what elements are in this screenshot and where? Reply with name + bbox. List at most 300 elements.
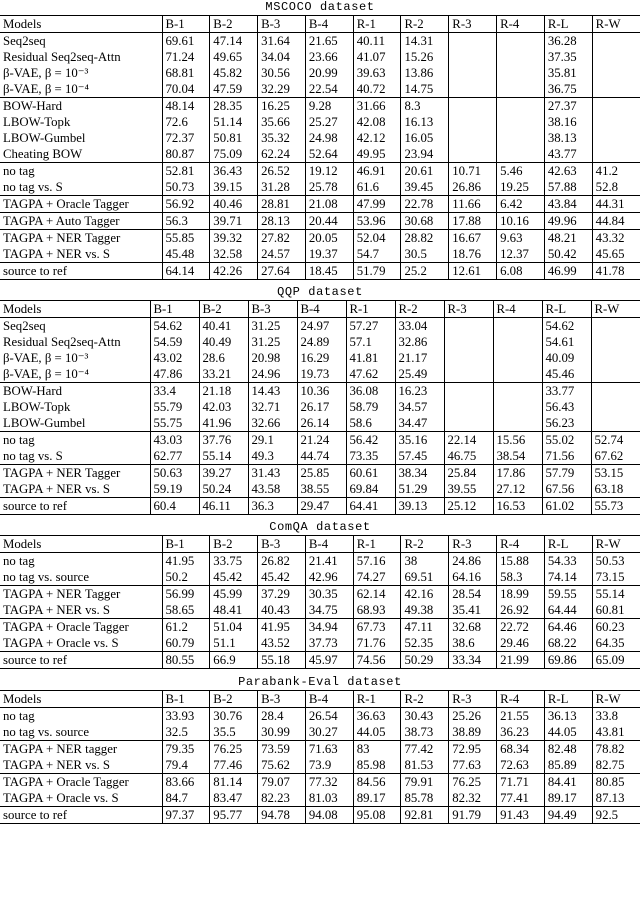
table-row	[0, 263, 640, 280]
column-header: R-2	[401, 536, 449, 553]
metric-value: 74.27	[353, 569, 401, 586]
metric-value: 79.4	[162, 757, 210, 774]
table-row	[0, 246, 640, 263]
model-name: TAGPA + Auto Tagger	[0, 213, 162, 230]
metric-value: 28.35	[210, 98, 258, 115]
column-header: B-3	[258, 536, 306, 553]
metric-value	[449, 114, 497, 130]
metric-value	[592, 81, 640, 98]
metric-value: 21.24	[297, 432, 346, 449]
metric-value: 81.53	[401, 757, 449, 774]
metric-value: 36.08	[346, 383, 395, 400]
metric-value: 81.14	[210, 774, 258, 791]
metric-value: 74.14	[544, 569, 592, 586]
metric-value	[444, 415, 493, 432]
metric-value: 42.12	[353, 130, 401, 146]
metric-value: 26.92	[497, 602, 545, 619]
metric-value: 41.81	[346, 350, 395, 366]
metric-value: 41.2	[592, 163, 640, 180]
metric-value: 35.41	[449, 602, 497, 619]
metric-value: 32.68	[449, 619, 497, 636]
metric-value	[497, 81, 545, 98]
metric-value: 47.11	[401, 619, 449, 636]
model-name: TAGPA + NER Tagger	[0, 465, 150, 482]
metric-value	[493, 334, 542, 350]
table-row	[0, 130, 640, 146]
metric-value: 44.05	[353, 724, 401, 741]
metric-value: 58.6	[346, 415, 395, 432]
column-header: R-1	[353, 536, 401, 553]
column-header: R-2	[395, 301, 444, 318]
model-name: source to ref	[0, 652, 162, 669]
column-header: R-L	[542, 301, 591, 318]
metric-value: 24.89	[297, 334, 346, 350]
metric-value: 52.04	[353, 230, 401, 247]
metric-value: 40.49	[199, 334, 248, 350]
metric-value: 19.37	[305, 246, 353, 263]
header-row	[0, 536, 640, 553]
metric-value: 31.25	[248, 318, 297, 335]
column-header: B-1	[162, 691, 210, 708]
metric-value: 45.46	[542, 366, 591, 383]
metric-value: 14.43	[248, 383, 297, 400]
metric-value	[449, 81, 497, 98]
column-header: B-3	[258, 16, 306, 33]
model-name: no tag vs. S	[0, 179, 162, 196]
metric-value: 55.79	[150, 399, 199, 415]
metric-value	[592, 146, 640, 163]
column-header: B-2	[210, 536, 258, 553]
metric-value: 27.37	[544, 98, 592, 115]
table-row	[0, 33, 640, 50]
metric-value: 84.56	[353, 774, 401, 791]
metric-value: 25.84	[444, 465, 493, 482]
metric-value: 59.19	[150, 481, 199, 498]
metric-value: 62.24	[258, 146, 306, 163]
model-name: LBOW-Gumbel	[0, 415, 150, 432]
metric-value: 34.75	[305, 602, 353, 619]
metric-value: 49.65	[210, 49, 258, 65]
table-row	[0, 619, 640, 636]
metric-value: 38.16	[544, 114, 592, 130]
comqa-dataset-table	[0, 535, 640, 669]
table-row	[0, 635, 640, 652]
model-name: BOW-Hard	[0, 383, 150, 400]
metric-value: 16.29	[297, 350, 346, 366]
table-row	[0, 757, 640, 774]
metric-value: 42.96	[305, 569, 353, 586]
metric-value: 72.37	[162, 130, 210, 146]
metric-value: 64.16	[449, 569, 497, 586]
metric-value: 85.98	[353, 757, 401, 774]
metric-value: 10.36	[297, 383, 346, 400]
metric-value: 28.81	[258, 196, 306, 213]
metric-value: 27.82	[258, 230, 306, 247]
metric-value: 45.42	[210, 569, 258, 586]
metric-value: 56.23	[542, 415, 591, 432]
metric-value: 40.46	[210, 196, 258, 213]
column-header: R-4	[497, 16, 545, 33]
metric-value: 36.28	[544, 33, 592, 50]
metric-value: 46.11	[199, 498, 248, 515]
metric-value: 71.71	[497, 774, 545, 791]
metric-value: 35.16	[395, 432, 444, 449]
metric-value: 79.07	[258, 774, 306, 791]
metric-value: 70.04	[162, 81, 210, 98]
column-header: B-2	[210, 16, 258, 33]
metric-value: 87.13	[592, 790, 640, 807]
model-name: BOW-Hard	[0, 98, 162, 115]
metric-value: 52.64	[305, 146, 353, 163]
model-name: Seq2seq	[0, 33, 162, 50]
metric-value: 14.31	[401, 33, 449, 50]
metric-value: 28.13	[258, 213, 306, 230]
metric-value: 40.41	[199, 318, 248, 335]
table-caption: MSCOCO dataset	[265, 0, 375, 14]
metric-value: 24.98	[305, 130, 353, 146]
column-header: B-1	[150, 301, 199, 318]
metric-value: 37.29	[258, 586, 306, 603]
metric-value: 34.57	[395, 399, 444, 415]
metric-value: 64.46	[544, 619, 592, 636]
metric-value: 55.18	[258, 652, 306, 669]
metric-value: 25.26	[449, 708, 497, 725]
metric-value: 50.42	[544, 246, 592, 263]
metric-value	[449, 98, 497, 115]
metric-value: 58.65	[162, 602, 210, 619]
column-header: B-4	[305, 16, 353, 33]
metric-value: 25.49	[395, 366, 444, 383]
metric-value: 80.55	[162, 652, 210, 669]
metric-value: 55.85	[162, 230, 210, 247]
metric-value: 36.23	[497, 724, 545, 741]
table-row	[0, 724, 640, 741]
metric-value	[591, 415, 640, 432]
column-header: R-4	[493, 301, 542, 318]
metric-value: 82.23	[258, 790, 306, 807]
table-row	[0, 350, 640, 366]
metric-value: 72.6	[162, 114, 210, 130]
metric-value: 49.95	[353, 146, 401, 163]
metric-value: 23.66	[305, 49, 353, 65]
metric-value: 94.78	[258, 807, 306, 824]
metric-value: 77.63	[449, 757, 497, 774]
metric-value: 59.55	[544, 586, 592, 603]
metric-value: 50.63	[150, 465, 199, 482]
metric-value: 92.81	[401, 807, 449, 824]
parabank-eval-dataset-table	[0, 690, 640, 824]
metric-value: 47.59	[210, 81, 258, 98]
metric-value: 61.02	[542, 498, 591, 515]
metric-value: 18.99	[497, 586, 545, 603]
metric-value: 20.44	[305, 213, 353, 230]
metric-value	[592, 33, 640, 50]
metric-value	[493, 366, 542, 383]
model-name: no tag vs. S	[0, 448, 150, 465]
metric-value: 29.46	[497, 635, 545, 652]
table-row	[0, 114, 640, 130]
metric-value	[497, 146, 545, 163]
metric-value: 46.91	[353, 163, 401, 180]
table-row	[0, 569, 640, 586]
metric-value: 38	[401, 553, 449, 570]
metric-value: 34.47	[395, 415, 444, 432]
table-row	[0, 602, 640, 619]
metric-value: 40.43	[258, 602, 306, 619]
metric-value: 39.55	[444, 481, 493, 498]
metric-value: 21.99	[497, 652, 545, 669]
metric-value: 31.28	[258, 179, 306, 196]
metric-value: 67.62	[591, 448, 640, 465]
metric-value: 60.23	[592, 619, 640, 636]
metric-value: 52.74	[591, 432, 640, 449]
metric-value: 45.82	[210, 65, 258, 81]
metric-value: 56.3	[162, 213, 210, 230]
metric-value: 77.42	[401, 741, 449, 758]
metric-value: 39.13	[395, 498, 444, 515]
column-header: R-1	[353, 16, 401, 33]
model-name: TAGPA + NER vs. S	[0, 481, 150, 498]
metric-value: 95.77	[210, 807, 258, 824]
metric-value: 10.16	[497, 213, 545, 230]
metric-value: 56.99	[162, 586, 210, 603]
metric-value	[444, 318, 493, 335]
metric-value: 60.4	[150, 498, 199, 515]
table-row	[0, 98, 640, 115]
metric-value: 39.71	[210, 213, 258, 230]
metric-value	[591, 399, 640, 415]
metric-value: 22.54	[305, 81, 353, 98]
table-caption: Parabank-Eval dataset	[238, 675, 402, 689]
table-row	[0, 179, 640, 196]
metric-value: 75.62	[258, 757, 306, 774]
metric-value: 38.54	[493, 448, 542, 465]
model-name: source to ref	[0, 263, 162, 280]
metric-value	[592, 98, 640, 115]
metric-value: 33.4	[150, 383, 199, 400]
metric-value: 49.3	[248, 448, 297, 465]
metric-value: 46.99	[544, 263, 592, 280]
metric-value: 51.1	[210, 635, 258, 652]
metric-value: 45.99	[210, 586, 258, 603]
metric-value: 92.5	[592, 807, 640, 824]
metric-value: 32.29	[258, 81, 306, 98]
model-name: TAGPA + NER vs. S	[0, 757, 162, 774]
metric-value: 30.27	[305, 724, 353, 741]
header-row	[0, 301, 640, 318]
metric-value: 45.48	[162, 246, 210, 263]
metric-value: 94.08	[305, 807, 353, 824]
metric-value: 39.27	[199, 465, 248, 482]
metric-value: 56.42	[346, 432, 395, 449]
metric-value: 48.41	[210, 602, 258, 619]
metric-value: 44.31	[592, 196, 640, 213]
model-name: TAGPA + Oracle vs. S	[0, 790, 162, 807]
metric-value: 28.4	[258, 708, 306, 725]
column-header: B-2	[210, 691, 258, 708]
metric-value: 39.15	[210, 179, 258, 196]
metric-value: 77.46	[210, 757, 258, 774]
column-header: B-4	[297, 301, 346, 318]
metric-value: 57.27	[346, 318, 395, 335]
metric-value: 22.14	[444, 432, 493, 449]
table-row	[0, 807, 640, 824]
column-header: Models	[0, 536, 162, 553]
metric-value: 39.63	[353, 65, 401, 81]
metric-value: 33.04	[395, 318, 444, 335]
model-name: β-VAE, β = 10⁻³	[0, 350, 150, 366]
metric-value: 18.76	[449, 246, 497, 263]
model-name: β-VAE, β = 10⁻⁴	[0, 366, 150, 383]
column-header: Models	[0, 16, 162, 33]
column-header: B-3	[258, 691, 306, 708]
metric-value: 73.9	[305, 757, 353, 774]
metric-value: 81.03	[305, 790, 353, 807]
metric-value: 20.61	[401, 163, 449, 180]
model-name: β-VAE, β = 10⁻⁴	[0, 81, 162, 98]
metric-value: 39.32	[210, 230, 258, 247]
metric-value: 30.76	[210, 708, 258, 725]
metric-value: 64.14	[162, 263, 210, 280]
table-caption: QQP dataset	[277, 285, 363, 299]
metric-value: 38.6	[449, 635, 497, 652]
model-name: TAGPA + Oracle Tagger	[0, 196, 162, 213]
mscoco-dataset-table	[0, 15, 640, 280]
metric-value: 64.44	[544, 602, 592, 619]
model-name: no tag vs. source	[0, 724, 162, 741]
metric-value: 41.95	[258, 619, 306, 636]
metric-value: 26.54	[305, 708, 353, 725]
metric-value: 41.96	[199, 415, 248, 432]
metric-value: 24.86	[449, 553, 497, 570]
metric-value	[444, 366, 493, 383]
metric-value: 52.35	[401, 635, 449, 652]
metric-value: 26.14	[297, 415, 346, 432]
table-row	[0, 49, 640, 65]
metric-value: 60.61	[346, 465, 395, 482]
metric-value: 97.37	[162, 807, 210, 824]
metric-value: 94.49	[544, 807, 592, 824]
metric-value	[497, 65, 545, 81]
metric-value: 76.25	[449, 774, 497, 791]
metric-value: 51.04	[210, 619, 258, 636]
metric-value: 28.82	[401, 230, 449, 247]
metric-value: 32.5	[162, 724, 210, 741]
metric-value	[497, 49, 545, 65]
metric-value	[493, 415, 542, 432]
metric-value: 35.81	[544, 65, 592, 81]
metric-value: 36.63	[353, 708, 401, 725]
metric-value: 43.02	[150, 350, 199, 366]
metric-value: 55.73	[591, 498, 640, 515]
table-row	[0, 196, 640, 213]
metric-value: 65.09	[592, 652, 640, 669]
metric-value: 21.18	[199, 383, 248, 400]
metric-value: 47.86	[150, 366, 199, 383]
metric-value: 21.17	[395, 350, 444, 366]
metric-value: 30.68	[401, 213, 449, 230]
metric-value: 62.14	[353, 586, 401, 603]
metric-value: 31.43	[248, 465, 297, 482]
metric-value: 57.1	[346, 334, 395, 350]
metric-value: 51.14	[210, 114, 258, 130]
metric-value: 82.48	[544, 741, 592, 758]
metric-value: 42.63	[544, 163, 592, 180]
metric-value: 85.78	[401, 790, 449, 807]
metric-value: 28.54	[449, 586, 497, 603]
metric-value: 51.29	[395, 481, 444, 498]
model-name: source to ref	[0, 498, 150, 515]
metric-value: 31.25	[248, 334, 297, 350]
metric-value: 60.79	[162, 635, 210, 652]
metric-value: 57.88	[544, 179, 592, 196]
model-name: TAGPA + NER vs. S	[0, 246, 162, 263]
metric-value: 79.91	[401, 774, 449, 791]
metric-value: 50.73	[162, 179, 210, 196]
metric-value: 72.63	[497, 757, 545, 774]
column-header: R-1	[353, 691, 401, 708]
model-name: no tag	[0, 163, 162, 180]
metric-value: 33.93	[162, 708, 210, 725]
metric-value: 42.08	[353, 114, 401, 130]
metric-value: 38.89	[449, 724, 497, 741]
metric-value: 29.47	[297, 498, 346, 515]
table-row	[0, 790, 640, 807]
metric-value: 71.24	[162, 49, 210, 65]
metric-value: 26.82	[258, 553, 306, 570]
metric-value: 54.7	[353, 246, 401, 263]
metric-value: 64.35	[592, 635, 640, 652]
model-name: Cheating BOW	[0, 146, 162, 163]
metric-value: 55.02	[542, 432, 591, 449]
table-row	[0, 448, 640, 465]
metric-value: 48.21	[544, 230, 592, 247]
metric-value: 74.56	[353, 652, 401, 669]
metric-value: 15.26	[401, 49, 449, 65]
metric-value: 57.16	[353, 553, 401, 570]
model-name: TAGPA + NER Tagger	[0, 586, 162, 603]
metric-value	[449, 49, 497, 65]
column-header: R-L	[544, 16, 592, 33]
metric-value: 54.59	[150, 334, 199, 350]
metric-value: 25.27	[305, 114, 353, 130]
metric-value: 52.81	[162, 163, 210, 180]
metric-value: 36.3	[248, 498, 297, 515]
model-name: Seq2seq	[0, 318, 150, 335]
metric-value: 46.75	[444, 448, 493, 465]
metric-value: 82.32	[449, 790, 497, 807]
header-row	[0, 16, 640, 33]
metric-value: 91.43	[497, 807, 545, 824]
metric-value: 47.99	[353, 196, 401, 213]
metric-value: 43.32	[592, 230, 640, 247]
metric-value: 21.55	[497, 708, 545, 725]
metric-value: 43.77	[544, 146, 592, 163]
metric-value	[591, 350, 640, 366]
metric-value: 56.92	[162, 196, 210, 213]
metric-value: 15.88	[497, 553, 545, 570]
metric-value: 9.28	[305, 98, 353, 115]
column-header: R-L	[544, 536, 592, 553]
metric-value	[449, 130, 497, 146]
metric-value: 6.08	[497, 263, 545, 280]
metric-value: 54.62	[150, 318, 199, 335]
metric-value	[497, 130, 545, 146]
column-header: R-4	[497, 536, 545, 553]
metric-value: 91.79	[449, 807, 497, 824]
metric-value	[497, 114, 545, 130]
metric-value: 32.66	[248, 415, 297, 432]
